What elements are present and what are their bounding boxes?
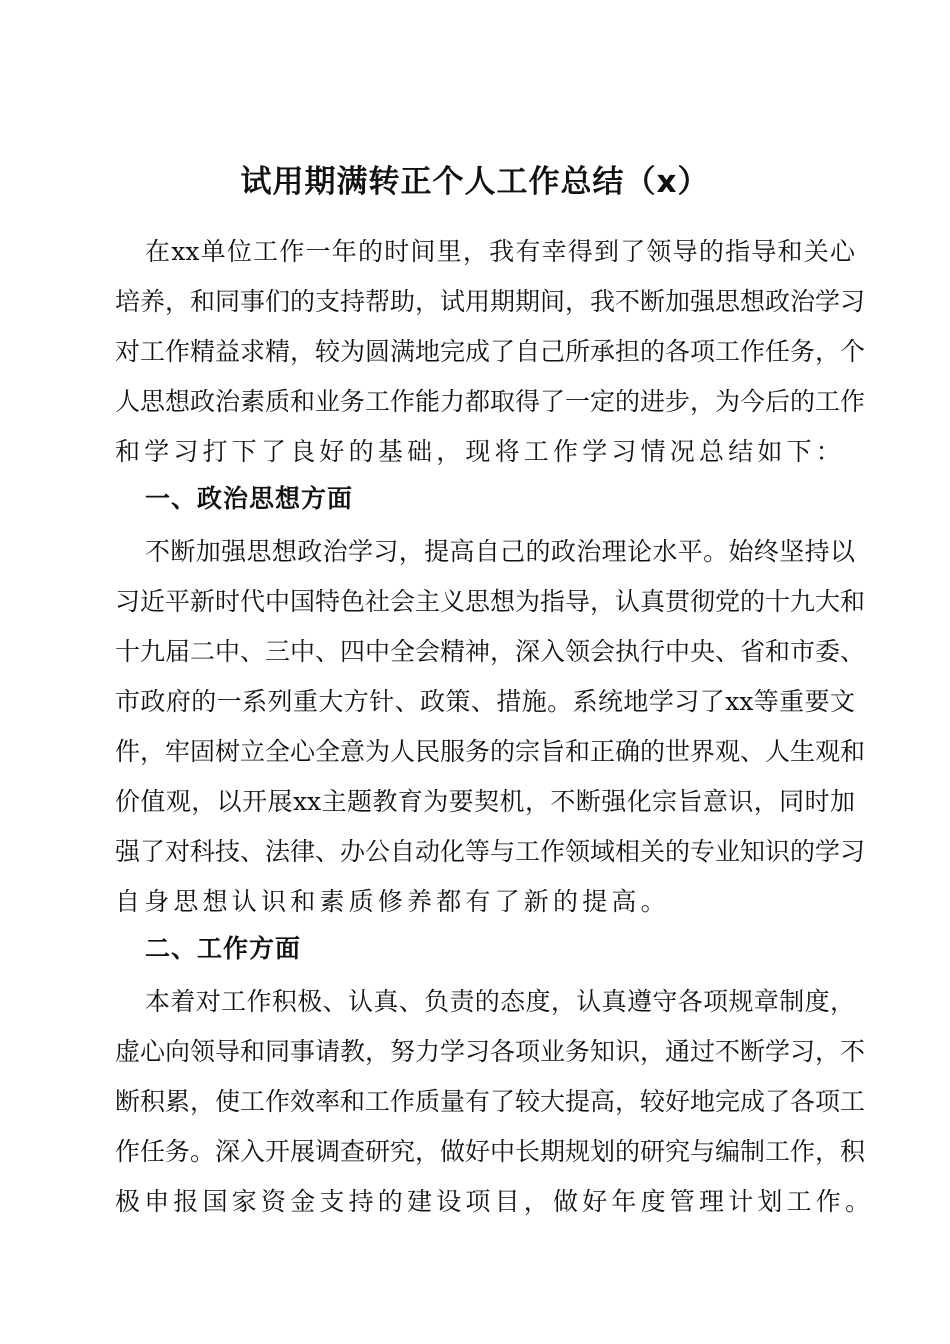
section-paragraph-line: 断积累，使工作效率和工作质量有了较大提高，较好地完成了各项工	[115, 1087, 866, 1116]
section-paragraph-line: 作任务。深入开展调查研究，做好中长期规划的研究与编制工作，积	[115, 1137, 866, 1166]
document-title: 试用期满转正个人工作总结（x）	[240, 164, 710, 200]
intro-paragraph-line: 和学习打下了良好的基础，现将工作学习情况总结如下：	[115, 437, 846, 466]
intro-paragraph-line: 培养，和同事们的支持帮助，试用期期间，我不断加强思想政治学习	[115, 287, 866, 316]
section-paragraph-line: 价值观，以开展xx主题教育为要契机，不断强化宗旨意识，同时加	[115, 787, 855, 816]
section-paragraph-line: 习近平新时代中国特色社会主义思想为指导，认真贯彻党的十九大和	[115, 587, 866, 616]
section-paragraph-line: 件，牢固树立全心全意为人民服务的宗旨和正确的世界观、人生观和	[115, 737, 866, 766]
section-paragraph-line: 不断加强思想政治学习，提高自己的政治理论水平。始终坚持以	[145, 537, 855, 566]
section-heading: 一、政治思想方面	[145, 484, 354, 513]
section-paragraph-line: 市政府的一系列重大方针、政策、措施。系统地学习了xx等重要文	[115, 687, 855, 716]
section-paragraph-line: 强了对科技、法律、办公自动化等与工作领域相关的专业知识的学习	[115, 837, 866, 866]
section-paragraph-line: 极申报国家资金支持的建设项目，做好年度管理计划工作。	[115, 1187, 875, 1216]
intro-paragraph-line: 人思想政治素质和业务工作能力都取得了一定的进步，为今后的工作	[115, 387, 866, 416]
section-paragraph-line: 十九届二中、三中、四中全会精神，深入领会执行中央、省和市委、	[115, 637, 866, 666]
intro-paragraph-line: 对工作精益求精，较为圆满地完成了自己所承担的各项工作任务，个	[115, 337, 866, 366]
section-paragraph-line: 虚心向领导和同事请教，努力学习各项业务知识，通过不断学习，不	[115, 1037, 866, 1066]
intro-paragraph-line: 在xx单位工作一年的时间里，我有幸得到了领导的指导和关心	[145, 237, 855, 266]
section-paragraph-line: 本着对工作积极、认真、负责的态度，认真遵守各项规章制度，	[145, 987, 855, 1016]
section-paragraph-line: 自身思想认识和素质修养都有了新的提高。	[115, 887, 670, 916]
section-heading: 二、工作方面	[145, 934, 302, 963]
